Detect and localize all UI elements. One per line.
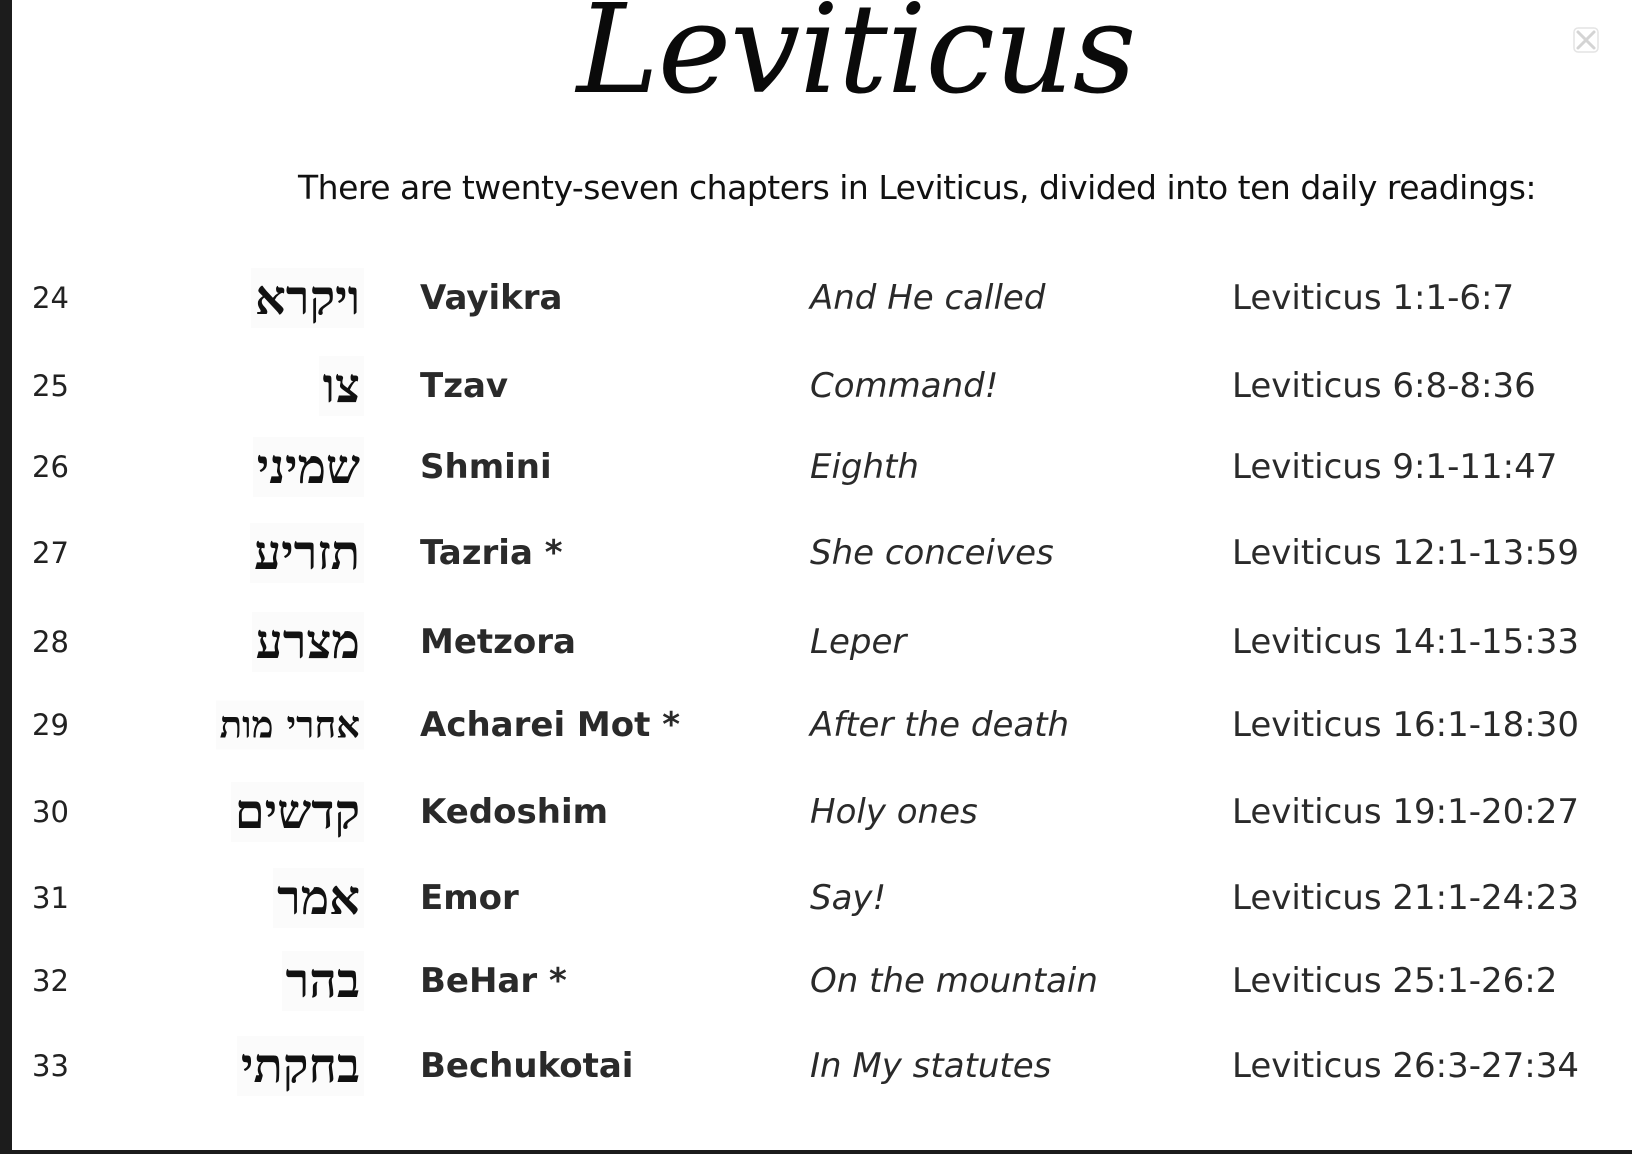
reading-name: Emor <box>420 878 519 918</box>
intro-text: There are twenty-seven chapters in Leviticus, divided into ten daily readings: <box>298 168 1537 207</box>
reading-meaning: After the death <box>810 705 1070 745</box>
hebrew-name: אחרי מות <box>216 701 364 750</box>
reading-row <box>12 513 1632 593</box>
reading-row <box>12 427 1632 507</box>
scripture-reference: Leviticus 9:1-11:47 <box>1232 447 1558 487</box>
reading-meaning: Eighth <box>810 447 919 487</box>
scripture-reference: Leviticus 6:8-8:36 <box>1232 366 1536 406</box>
reading-meaning: Command! <box>810 366 999 406</box>
reading-number: 26 <box>32 450 69 484</box>
reading-row <box>12 346 1632 426</box>
reading-number: 33 <box>32 1049 69 1083</box>
reading-number: 29 <box>32 708 69 742</box>
page-title: Leviticus <box>576 0 1136 122</box>
scripture-reference: Leviticus 16:1-18:30 <box>1232 705 1579 745</box>
hebrew-name: צו <box>319 356 364 416</box>
scripture-reference: Leviticus 26:3-27:34 <box>1232 1046 1579 1086</box>
reading-name: Metzora <box>420 622 577 662</box>
reading-name: Bechukotai <box>420 1046 634 1086</box>
reading-number: 31 <box>32 881 69 915</box>
reading-meaning: Holy ones <box>810 792 978 832</box>
reading-name: Tazria * <box>420 533 563 573</box>
reading-name: BeHar * <box>420 961 567 1001</box>
close-icon <box>1572 26 1600 54</box>
hebrew-name: בהר <box>282 951 364 1011</box>
close-button[interactable] <box>1572 26 1600 54</box>
reading-meaning: Say! <box>810 878 887 918</box>
reading-name: Shmini <box>420 447 552 487</box>
hebrew-name: ויקרא <box>251 268 364 328</box>
reading-name: Kedoshim <box>420 792 609 832</box>
reading-meaning: And He called <box>810 278 1046 318</box>
hebrew-name: מצרע <box>252 612 364 672</box>
reading-meaning: Leper <box>810 622 907 662</box>
scripture-reference: Leviticus 19:1-20:27 <box>1232 792 1579 832</box>
reading-number: 25 <box>32 369 69 403</box>
reading-row <box>12 1026 1632 1106</box>
reading-meaning: She conceives <box>810 533 1054 573</box>
reading-row <box>12 258 1632 338</box>
reading-row <box>12 772 1632 852</box>
reading-number: 30 <box>32 795 69 829</box>
hebrew-name: אמר <box>273 868 364 928</box>
reading-row <box>12 858 1632 938</box>
reading-number: 27 <box>32 536 69 570</box>
reading-meaning: In My statutes <box>810 1046 1052 1086</box>
hebrew-name: קדשים <box>231 782 364 842</box>
reading-name: Vayikra <box>420 278 563 318</box>
hebrew-name: בחקתי <box>237 1036 364 1096</box>
reading-row <box>12 602 1632 682</box>
scripture-reference: Leviticus 1:1-6:7 <box>1232 278 1515 318</box>
reading-number: 28 <box>32 625 69 659</box>
reading-name: Tzav <box>420 366 509 406</box>
reading-number: 24 <box>32 281 69 315</box>
scripture-reference: Leviticus 21:1-24:23 <box>1232 878 1579 918</box>
scripture-reference: Leviticus 14:1-15:33 <box>1232 622 1579 662</box>
reading-meaning: On the mountain <box>810 961 1098 1001</box>
reading-row <box>12 685 1632 765</box>
reading-schedule-page <box>12 0 1632 1150</box>
scripture-reference: Leviticus 12:1-13:59 <box>1232 533 1579 573</box>
reading-number: 32 <box>32 964 69 998</box>
reading-name: Acharei Mot * <box>420 705 680 745</box>
hebrew-name: שמיני <box>253 437 364 497</box>
hebrew-name: תזריע <box>250 523 364 583</box>
reading-row <box>12 941 1632 1021</box>
scripture-reference: Leviticus 25:1-26:2 <box>1232 961 1558 1001</box>
